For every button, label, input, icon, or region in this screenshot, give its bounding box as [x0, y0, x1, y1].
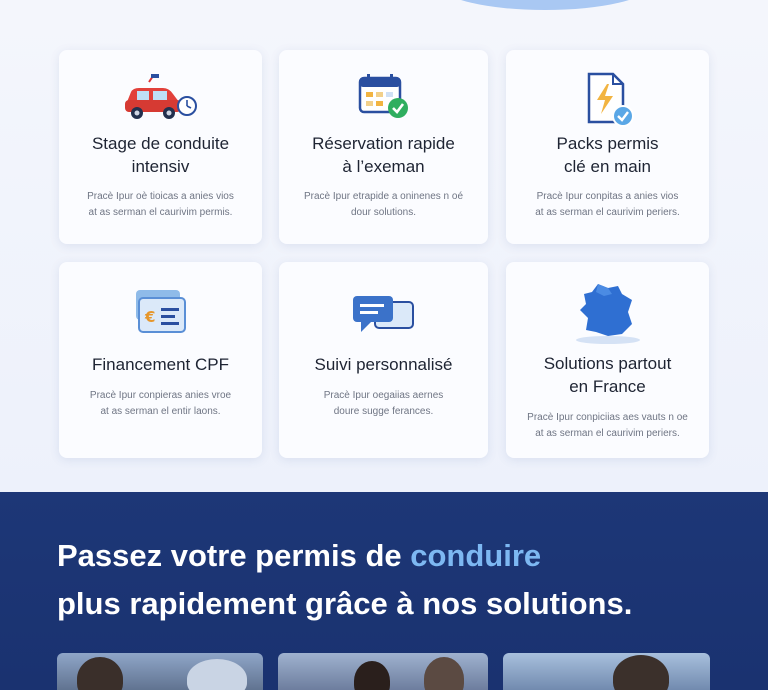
card-title-line2: à l’exeman: [342, 157, 425, 176]
france-map-icon: [568, 280, 648, 351]
card-title-line2: en France: [569, 377, 646, 396]
promo-headline: [57, 532, 717, 628]
headline-accent: conduire: [410, 538, 542, 573]
card-title-line1: Réservation rapide: [312, 134, 455, 153]
card-title-line2: clé en main: [564, 157, 651, 176]
card-description-line1: Pracè Ipur etrapide a oninenes n oé: [304, 191, 463, 202]
document-bolt-icon: [581, 72, 635, 133]
card-description-line2: at as serman el caurivim periers.: [535, 207, 680, 218]
card-title-line1: Solutions partout: [543, 354, 672, 373]
feature-card-stage-intensif[interactable]: [59, 50, 262, 244]
feature-card-reservation[interactable]: [279, 50, 488, 244]
card-description-line2: dour solutions.: [350, 207, 417, 218]
calendar-check-icon: [356, 72, 412, 125]
card-description-line1: Pracè Ipur oegaiias aernes: [323, 390, 444, 401]
card-title-line1: Stage de conduite: [91, 134, 230, 153]
card-description-line1: Pracè Ipur conpiciias aes vauts n oe: [527, 412, 688, 423]
headline-line2: plus rapidement grâce à nos solutions.: [57, 586, 633, 621]
card-description-line2: doure sugge ferances.: [333, 406, 434, 417]
card-description-line2: at as serman el entir laons.: [100, 406, 221, 417]
euro-card-icon: [133, 286, 189, 343]
feature-card-packs[interactable]: [506, 50, 709, 244]
card-description-line1: Pracè Ipur conpieras anies vroe: [89, 390, 232, 401]
car-icon: [121, 72, 201, 127]
card-title-line2: intensiv: [131, 157, 190, 176]
feature-card-financement[interactable]: [59, 262, 262, 458]
svg-text:€: €: [144, 308, 155, 326]
photo-instructor-2: [278, 653, 488, 690]
card-description-line1: Pracè Ipur conpitas a anies vios: [536, 191, 679, 202]
chat-bubbles-icon: [351, 294, 417, 343]
feature-card-suivi[interactable]: [279, 262, 488, 458]
card-description-line2: at as serman el caurivim permis.: [88, 207, 233, 218]
card-description-line1: Pracè Ipur oè tioicas a anies vios: [87, 191, 234, 202]
card-title-line1: Packs permis: [556, 134, 659, 153]
headline-part1: Passez votre permis de: [57, 538, 411, 573]
feature-card-france[interactable]: [506, 262, 709, 458]
photo-instructor-3: [503, 653, 710, 690]
card-description-line2: at as serman el caurivim periers.: [535, 428, 680, 439]
card-title-line1: Financement CPF: [92, 355, 229, 374]
photo-instructor-1: [57, 653, 263, 690]
card-title-line1: Suivi personnalisé: [314, 355, 453, 374]
